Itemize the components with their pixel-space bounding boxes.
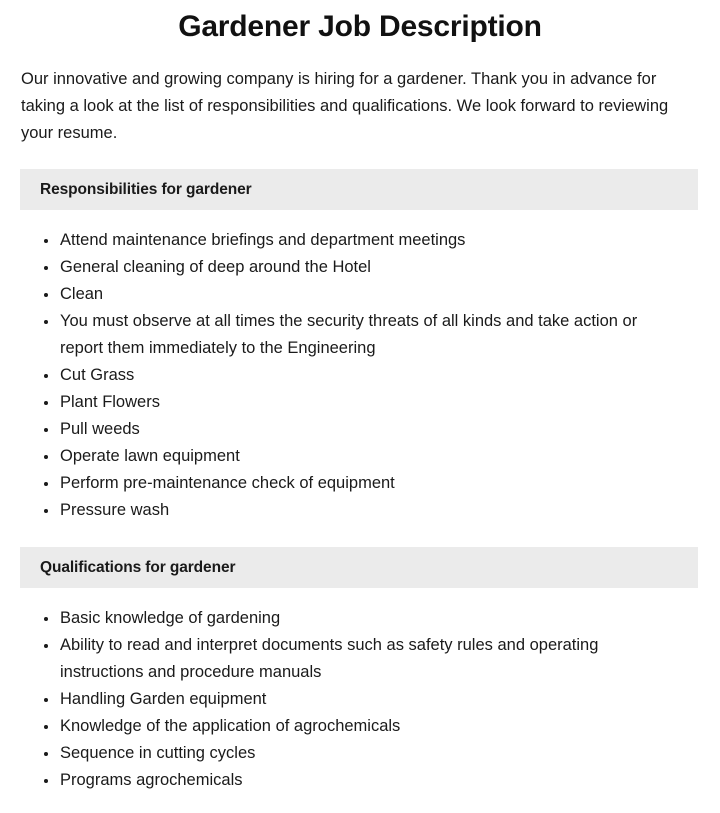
list-item: Attend maintenance briefings and department meetings <box>0 227 682 254</box>
list-item: Pressure wash <box>0 497 682 524</box>
list-item: Basic knowledge of gardening <box>0 605 682 632</box>
list-item: General cleaning of deep around the Hotel <box>0 254 682 281</box>
section-header-responsibilities <box>20 169 698 210</box>
section-responsibilities <box>0 169 720 524</box>
list-item: Knowledge of the application of agrochemicals <box>0 713 682 740</box>
list-item: Sequence in cutting cycles <box>0 740 682 767</box>
list-item: Programs agrochemicals <box>0 767 682 794</box>
page-title: Gardener Job Description <box>178 10 542 43</box>
section-header-qualifications <box>20 547 698 588</box>
section-qualifications <box>0 547 720 794</box>
qualifications-list <box>0 588 720 794</box>
list-item: Pull weeds <box>0 416 682 443</box>
list-item: Plant Flowers <box>0 389 682 416</box>
list-item: Cut Grass <box>0 362 682 389</box>
intro-paragraph: Our innovative and growing company is hiring for a gardener. Thank you in advance for taking a look at the list of responsibilities and qualifications. We look forward to reviewing your resume. <box>21 70 669 142</box>
list-item: Perform pre-maintenance check of equipment <box>0 470 682 497</box>
section-heading-label: Responsibilities for gardener <box>40 180 252 198</box>
list-item: Operate lawn equipment <box>0 443 682 470</box>
list-item: Handling Garden equipment <box>0 686 682 713</box>
list-item: Clean <box>0 281 682 308</box>
responsibilities-list <box>0 210 720 524</box>
list-item: You must observe at all times the security threats of all kinds and take action or report them immediately to the Engineering <box>0 308 682 362</box>
list-item: Ability to read and interpret documents such as safety rules and operating instructions and procedure manuals <box>0 632 682 686</box>
section-heading-label: Qualifications for gardener <box>40 558 236 576</box>
